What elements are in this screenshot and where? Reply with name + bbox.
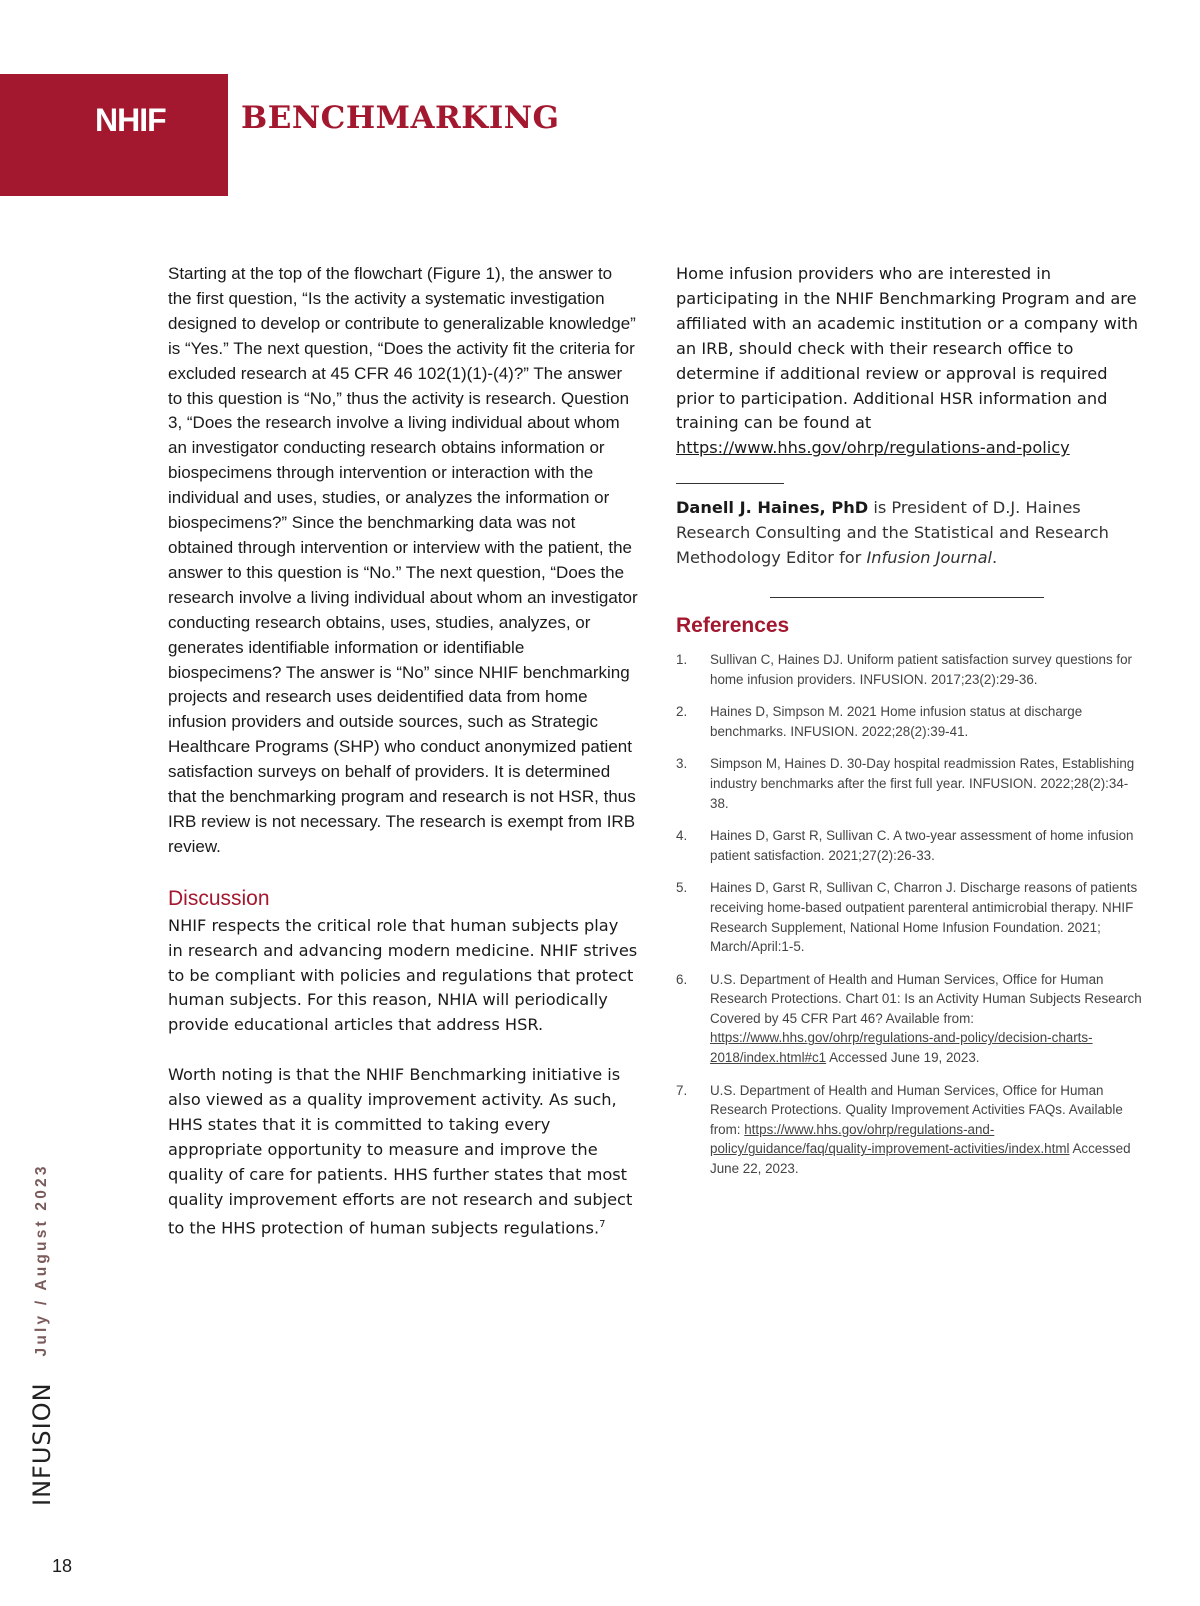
hhs-decision-charts-link[interactable]: https://www.hhs.gov/ohrp/regulations-and-policy/decision-charts-2018/index.html#c1 — [710, 1030, 1093, 1066]
reference-item — [676, 650, 1146, 689]
reference-number: 6. — [676, 971, 688, 987]
journal-name: Infusion Journal — [866, 548, 992, 568]
reference-text: Simpson M, Haines D. 30-Day hospital readmission Rates, Establishing industry benchmarks after the first full year. INFUSION. 2022;28(2):34-38. — [710, 756, 1135, 811]
reference-number: 4. — [676, 828, 688, 844]
reference-item — [676, 878, 1146, 956]
footnote-ref: 7 — [599, 1218, 606, 1230]
reference-text — [710, 1083, 1131, 1176]
author-name: Danell J. Haines, PhD — [676, 498, 869, 518]
reference-number: 2. — [676, 704, 688, 720]
body-paragraph-quality — [168, 1063, 638, 1241]
references-divider — [770, 597, 1044, 598]
providers-text: Home infusion providers who are interested in participating in the NHIF Benchmarking Program and are affiliated with an academic institution or a company with an IRB, should check with their research office to determine if additional review or approval is required prior to participation. Additional HSR information and training can be found at — [676, 264, 1138, 433]
reference-item — [676, 1081, 1146, 1179]
body-paragraph-providers — [676, 262, 1146, 461]
reference-item — [676, 754, 1146, 813]
nhif-logo: NHIF — [95, 102, 166, 138]
reference-number: 1. — [676, 651, 688, 667]
page-number: 18 — [52, 1556, 73, 1576]
vertical-sidebar — [28, 1163, 56, 1506]
reference-body: U.S. Department of Health and Human Services, Office for Human Research Protections. Quality Improvement Activities FAQs. Available from: — [710, 1082, 1123, 1137]
references-heading: References — [676, 613, 790, 637]
reference-item — [676, 826, 1146, 865]
author-bio — [676, 496, 1146, 571]
right-column — [676, 262, 1146, 1192]
body-paragraph-discussion: NHIF respects the critical role that human subjects play in research and advancing modern medicine. NHIF strives to be compliant with policies and regulations that protect human subjects. For this reason, NHIA will periodically provide educational articles that address HSR. — [168, 915, 638, 1035]
reference-item — [676, 970, 1146, 1068]
body-paragraph-flowchart: Starting at the top of the flowchart (Figure 1), the answer to the first question, “Is the activity a systematic investigation designed to develop or contribute to generalizable knowledge” is “Yes.” The next question, “Does the activity fit the criteria for excluded research at 45 CFR 46 102(1)(1)-(4)?” The answer to this question is “No,” thus the activity is research. Question 3, “Does the research involve a living individual about whom an investigator conducting research obtains information or biospecimens through intervention or interaction with the individual and uses, studies, or analyzes the information or biospecimens?” Since the benchmarking data was not obtained through intervention or interview with the patient, the answer to this question is “No.” The next question, “Does the research involve a living individual about whom an investigator conducting research obtains, uses, studies, analyzes, or generates identifiable information or identifiable biospecimens? The answer is “No” since NHIF benchmarking projects and research uses deidentified data from home infusion providers and outside sources, such as Strategic Healthcare Programs (SHP) who conduct anonymized patient satisfaction surveys on behalf of providers. It is determined that the benchmarking program and research is not HSR, thus IRB review is not necessary. The research is exempt from IRB review. — [168, 264, 638, 856]
author-divider — [676, 483, 784, 484]
hhs-regulations-link[interactable]: https://www.hhs.gov/ohrp/regulations-and-policy — [676, 438, 1070, 458]
references-list — [676, 650, 1146, 1179]
quality-text: Worth noting is that the NHIF Benchmarking initiative is also viewed as a quality improvement activity. As such, HHS states that it is committed to taking every appropriate opportunity to measure and improve the quality of care for patients. HHS further states that most quality improvement efforts are not research and subject to the HHS protection of human subjects regulations. — [168, 1065, 633, 1237]
reference-text: Haines D, Simpson M. 2021 Home infusion status at discharge benchmarks. INFUSION. 2022;28(2):39-41. — [710, 704, 1083, 739]
reference-accessed: Accessed June 22, 2023. — [710, 1141, 1131, 1177]
issue-date: July / August 2023 — [33, 1163, 50, 1357]
reference-accessed: Accessed June 19, 2023. — [826, 1050, 980, 1066]
reference-number: 7. — [676, 1082, 688, 1098]
infusion-logo: INFUSION — [28, 1382, 56, 1506]
reference-number: 5. — [676, 880, 688, 896]
author-end: . — [992, 548, 998, 568]
page-section-title: BENCHMARKING — [241, 100, 560, 136]
reference-text — [710, 972, 1142, 1065]
reference-item — [676, 702, 1146, 741]
reference-text: Sullivan C, Haines DJ. Uniform patient satisfaction survey questions for home infusion providers. INFUSION. 2017;23(2):29-36. — [710, 651, 1132, 687]
hhs-qi-faq-link[interactable]: https://www.hhs.gov/ohrp/regulations-and-policy/guidance/faq/quality-improvement-activities/index.html — [710, 1121, 1070, 1157]
reference-text: Haines D, Garst R, Sullivan C. A two-year assessment of home infusion patient satisfaction. 2021;27(2):26-33. — [710, 828, 1134, 863]
left-column — [168, 262, 638, 1241]
reference-number: 3. — [676, 756, 688, 772]
reference-body: U.S. Department of Health and Human Services, Office for Human Research Protections. Chart 01: Is an Activity Human Subjects Research Covered by 45 CFR Part 46? Available from: — [710, 971, 1142, 1026]
reference-text: Haines D, Garst R, Sullivan C, Charron J. Discharge reasons of patients receiving home-based outpatient parenteral antimicrobial therapy. NHIF Research Supplement, National Home Infusion Foundation. 2021; March/April:1-5. — [710, 880, 1138, 955]
author-bio-text: is President of D.J. Haines Research Consulting and the Statistical and Research Methodology Editor for — [676, 498, 1109, 568]
discussion-heading: Discussion — [168, 886, 270, 910]
